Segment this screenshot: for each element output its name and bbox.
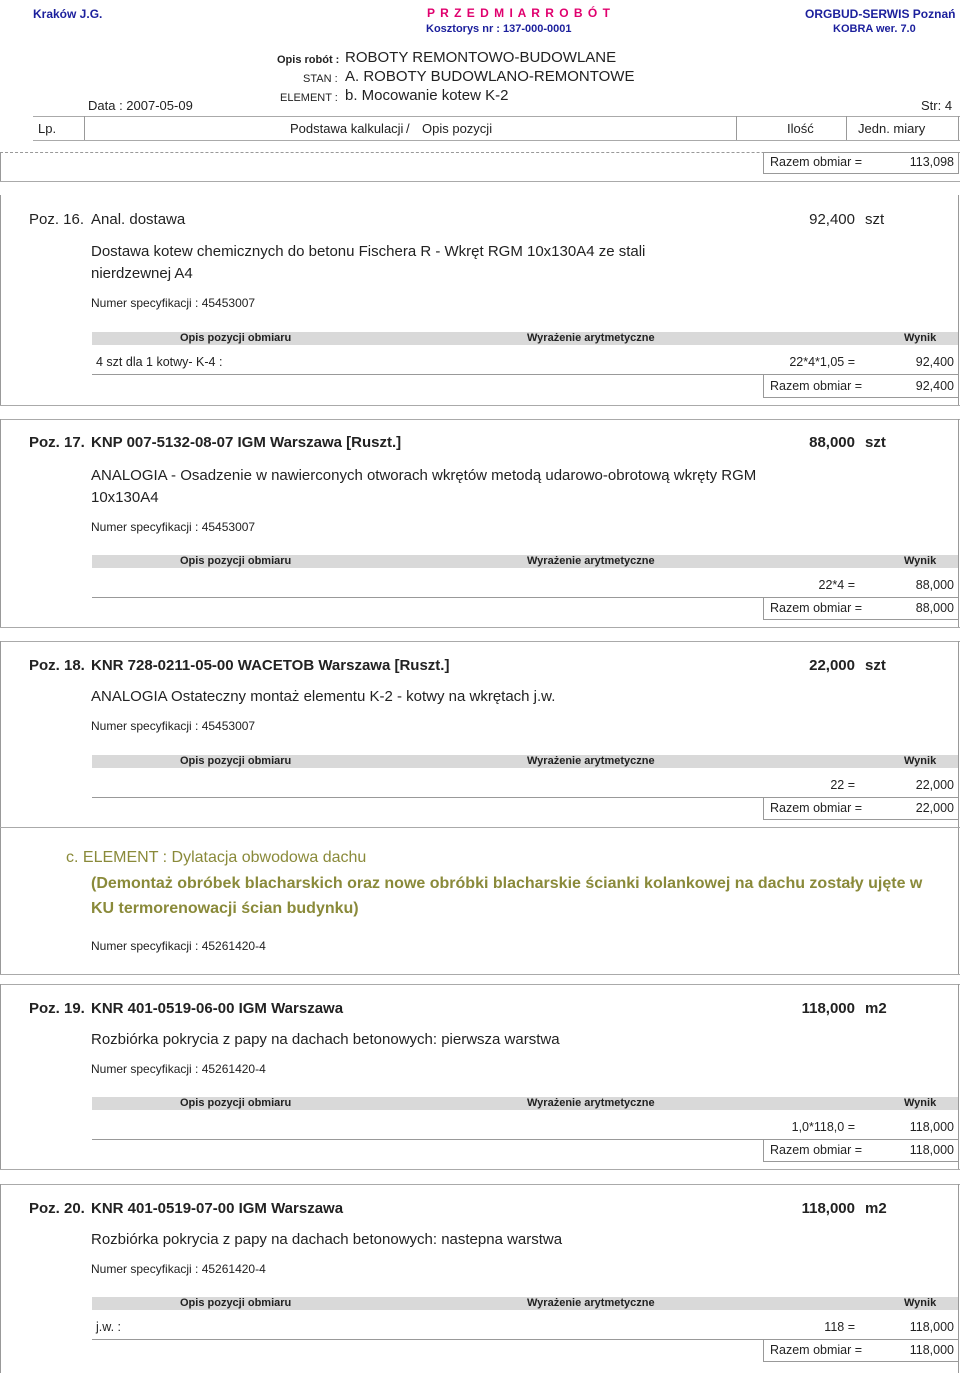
divider <box>84 116 85 140</box>
measure-row-label: 4 szt dla 1 kotwy- K-4 : <box>96 355 223 369</box>
cell-border <box>763 152 764 174</box>
th-wynik: Wynik <box>904 555 937 567</box>
section-rule <box>0 641 960 642</box>
position-description: ANALOGIA - Osadzenie w nawierconych otworach wkrętów metodą udarowo-obrotową wkręty RGM <box>91 467 757 484</box>
cell-border <box>958 152 959 174</box>
measure-row-expression: 22 = <box>830 778 855 792</box>
kosztorys-number: Kosztorys nr : 137-000-0001 <box>426 23 572 35</box>
cell-border <box>763 173 959 174</box>
header-left: Kraków J.G. <box>33 7 103 21</box>
position-unit: m2 <box>865 1200 887 1217</box>
razem-value: 92,400 <box>915 379 954 393</box>
position-description: ANALOGIA Ostateczny montaż elementu K-2 - kotwy na wkrętach j.w. <box>91 688 556 705</box>
page-number: Str: 4 <box>921 98 953 113</box>
measure-row-expression: 22*4 = <box>818 578 855 592</box>
position-basis: Anal. dostawa <box>91 211 186 228</box>
position-basis: KNP 007-5132-08-07 IGM Warszawa [Ruszt.] <box>91 434 402 451</box>
razem-value: 22,000 <box>915 801 954 815</box>
position-unit: szt <box>865 657 886 674</box>
cell-border <box>763 819 959 820</box>
col-ilosc: Ilość <box>787 121 814 136</box>
th-wynik: Wynik <box>904 332 937 344</box>
divider <box>736 116 737 140</box>
th-opis: Opis pozycji obmiaru <box>180 1297 292 1309</box>
th-wyrazenie: Wyrażenie arytmetyczne <box>527 555 655 567</box>
measure-row-value: 118,000 <box>909 1120 954 1134</box>
position-description: nierdzewnej A4 <box>91 265 193 282</box>
th-wyrazenie: Wyrażenie arytmetyczne <box>527 1297 655 1309</box>
section-rule <box>0 1184 960 1185</box>
opis-robot-label: Opis robót : <box>277 54 340 66</box>
divider <box>958 116 959 140</box>
razem-label: Razem obmiar = <box>770 379 863 393</box>
section-rule <box>0 181 960 182</box>
divider <box>0 984 1 1170</box>
cell-border <box>763 597 764 620</box>
measure-row-value: 118,000 <box>909 1320 954 1334</box>
measure-row-value: 92,400 <box>915 355 954 369</box>
carry-value: 113,098 <box>909 155 954 169</box>
section-rule <box>0 984 960 985</box>
opis-robot-value: ROBOTY REMONTOWO-BUDOWLANE <box>345 49 617 66</box>
position-number: Poz. 20. <box>29 1200 85 1217</box>
stan-value: A. ROBOTY BUDOWLANO-REMONTOWE <box>345 68 635 85</box>
divider <box>958 419 959 628</box>
stan-label: STAN : <box>303 73 338 85</box>
th-wynik: Wynik <box>904 1297 937 1309</box>
razem-label: Razem obmiar = <box>770 801 863 815</box>
measure-row-value: 22,000 <box>915 778 954 792</box>
divider <box>0 152 1 182</box>
row-rule <box>92 374 958 375</box>
col-jedn: Jedn. miary <box>858 121 926 136</box>
position-unit: szt <box>865 211 885 228</box>
position-description: Dostawa kotew chemicznych do betonu Fischera R - Wkręt RGM 10x130A4 ze stali <box>91 243 646 260</box>
divider <box>958 984 959 1170</box>
document-title: P R Z E D M I A R R O B Ó T <box>427 6 611 20</box>
cell-border <box>763 1139 764 1162</box>
carry-label: Razem obmiar = <box>770 155 863 169</box>
th-opis: Opis pozycji obmiaru <box>180 1097 292 1109</box>
cell-border <box>763 619 959 620</box>
software-version: KOBRA wer. 7.0 <box>833 23 916 35</box>
divider <box>0 195 1 406</box>
spec-number: Numer specyfikacji : 45453007 <box>91 719 256 733</box>
razem-label: Razem obmiar = <box>770 1343 863 1357</box>
row-rule <box>92 1139 958 1140</box>
col-lp: Lp. <box>38 121 57 136</box>
divider <box>958 195 959 406</box>
divider <box>958 828 959 975</box>
spec-number: Numer specyfikacji : 45261420-4 <box>91 1062 266 1076</box>
position-number: Poz. 16. <box>29 211 85 228</box>
spec-number: Numer specyfikacji : 45453007 <box>91 296 256 310</box>
measure-row-label: j.w. : <box>96 1320 122 1334</box>
section-rule <box>0 974 960 975</box>
header-rule <box>33 116 960 117</box>
section-rule <box>0 827 960 828</box>
position-quantity: 92,400 <box>809 211 855 228</box>
row-rule <box>92 1339 958 1340</box>
razem-label: Razem obmiar = <box>770 1143 863 1157</box>
th-opis: Opis pozycji obmiaru <box>180 332 292 344</box>
razem-value: 88,000 <box>915 601 954 615</box>
th-wyrazenie: Wyrażenie arytmetyczne <box>527 1097 655 1109</box>
document-date: Data : 2007-05-09 <box>88 98 193 113</box>
position-quantity: 22,000 <box>809 657 855 674</box>
divider <box>846 116 847 140</box>
measure-row-expression: 22*4*1,05 = <box>789 355 855 369</box>
position-number: Poz. 17. <box>29 434 85 451</box>
position-basis: KNR 728-0211-05-00 WACETOB Warszawa [Ruszt.] <box>91 657 450 674</box>
position-description: Rozbiórka pokrycia z papy na dachach betonowych: pierwsza warstwa <box>91 1031 560 1048</box>
position-quantity: 88,000 <box>809 434 855 451</box>
cell-border <box>763 152 959 153</box>
divider <box>0 828 1 975</box>
position-description: Rozbiórka pokrycia z papy na dachach betonowych: nastepna warstwa <box>91 1231 563 1248</box>
cell-border <box>763 797 764 820</box>
divider <box>0 419 1 628</box>
position-unit: m2 <box>865 1000 887 1017</box>
section-rule <box>0 419 960 420</box>
header-rule <box>33 140 960 141</box>
position-description: 10x130A4 <box>91 489 159 506</box>
th-wyrazenie: Wyrażenie arytmetyczne <box>527 332 655 344</box>
th-opis: Opis pozycji obmiaru <box>180 555 292 567</box>
th-wynik: Wynik <box>904 1097 937 1109</box>
section-rule <box>0 405 960 406</box>
cell-border <box>763 397 959 398</box>
th-wyrazenie: Wyrażenie arytmetyczne <box>527 755 655 767</box>
element-value: b. Mocowanie kotew K-2 <box>345 87 509 104</box>
element-note: (Demontaż obróbek blacharskich oraz nowe obróbki blacharskie ścianki kolankowej na dachu zostały ujęte w <box>91 875 923 892</box>
divider <box>958 1184 959 1373</box>
cell-border <box>763 1161 959 1162</box>
position-quantity: 118,000 <box>801 1000 855 1017</box>
spec-number: Numer specyfikacji : 45261420-4 <box>91 939 266 953</box>
section-rule <box>0 627 960 628</box>
position-number: Poz. 19. <box>29 1000 85 1017</box>
measure-row-value: 88,000 <box>915 578 954 592</box>
th-wynik: Wynik <box>904 755 937 767</box>
col-slash: / <box>406 121 410 136</box>
divider <box>958 641 959 828</box>
element-note: KU termorenowacji ścian budynku) <box>91 900 359 917</box>
cell-border <box>763 1339 764 1362</box>
position-number: Poz. 18. <box>29 657 85 674</box>
divider <box>0 1184 1 1373</box>
element-label: ELEMENT : <box>280 92 338 104</box>
measure-row-expression: 118 = <box>824 1320 855 1334</box>
cell-border <box>763 374 764 398</box>
cell-border <box>763 1361 959 1362</box>
col-podstawa: Podstawa kalkulacji <box>290 121 404 136</box>
position-unit: szt <box>865 434 886 451</box>
row-rule <box>92 597 958 598</box>
col-opis: Opis pozycji <box>422 121 493 136</box>
position-basis: KNR 401-0519-07-00 IGM Warszawa <box>91 1200 344 1217</box>
position-basis: KNR 401-0519-06-00 IGM Warszawa <box>91 1000 344 1017</box>
razem-value: 118,000 <box>909 1143 954 1157</box>
spec-number: Numer specyfikacji : 45453007 <box>91 520 256 534</box>
header-right: ORGBUD-SERWIS Poznań <box>805 7 956 21</box>
divider <box>0 641 1 828</box>
th-opis: Opis pozycji obmiaru <box>180 755 292 767</box>
row-rule <box>92 797 958 798</box>
position-quantity: 118,000 <box>801 1200 855 1217</box>
element-heading: c. ELEMENT : Dylatacja obwodowa dachu <box>66 849 367 866</box>
razem-label: Razem obmiar = <box>770 601 863 615</box>
measure-row-expression: 1,0*118,0 = <box>791 1120 855 1134</box>
section-rule <box>0 1169 960 1170</box>
razem-value: 118,000 <box>909 1343 954 1357</box>
spec-number: Numer specyfikacji : 45261420-4 <box>91 1262 266 1276</box>
